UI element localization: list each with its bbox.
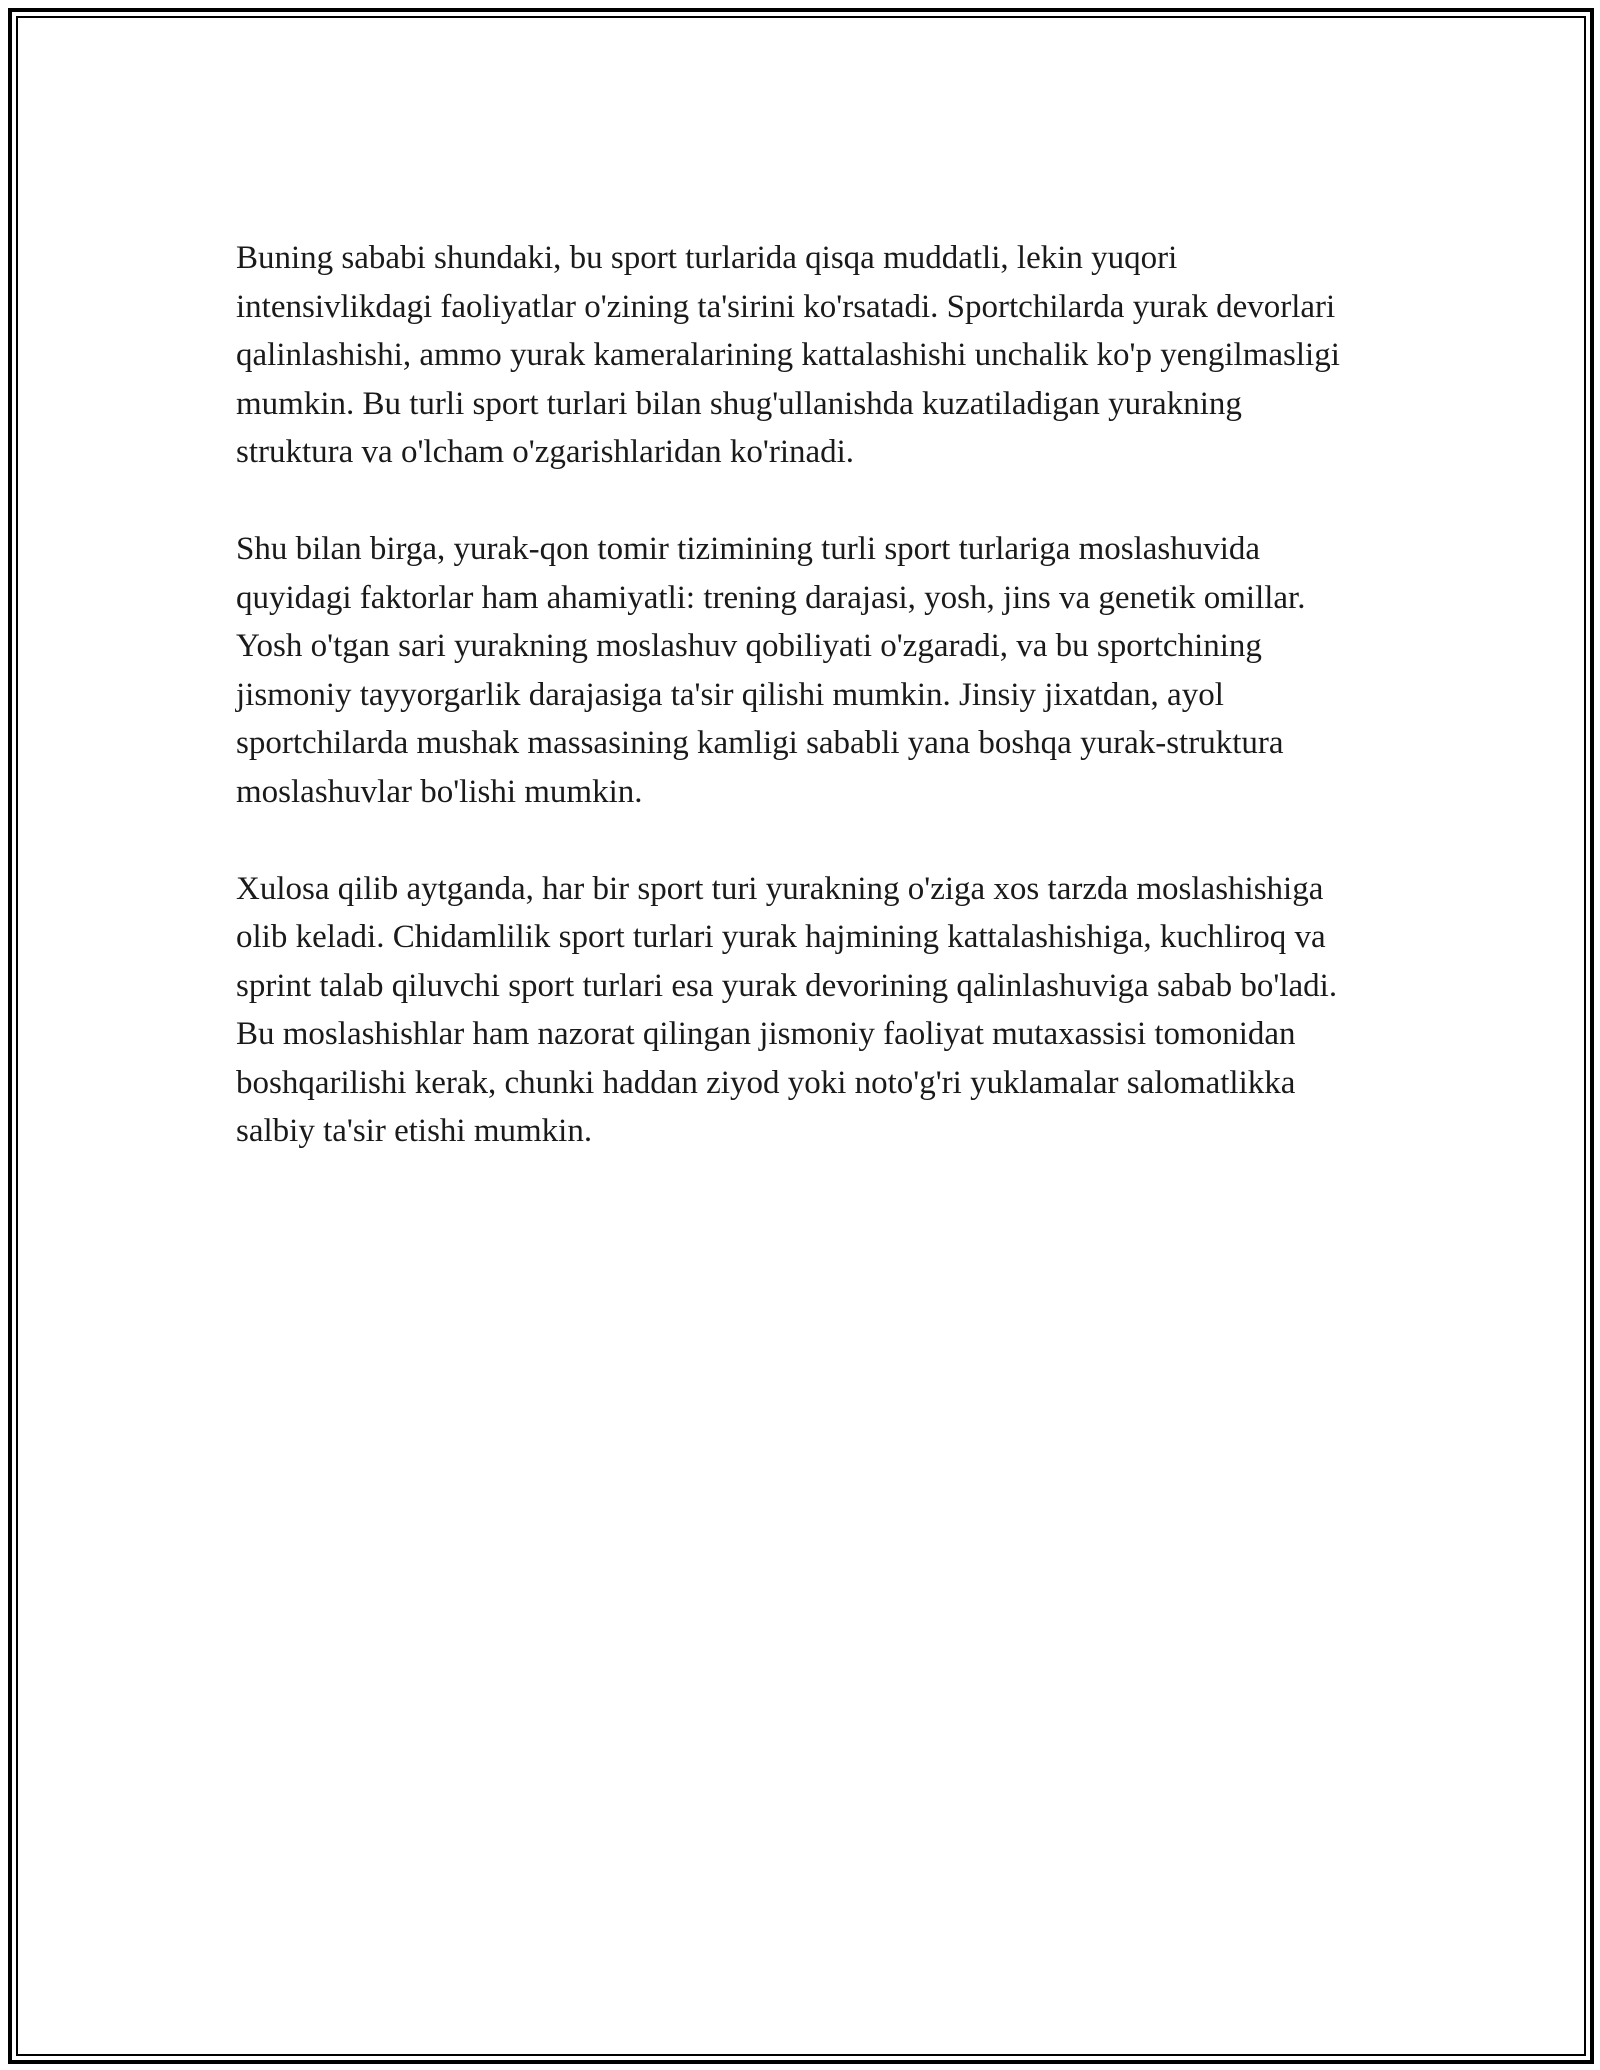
paragraph-1: Buning sababi shundaki, bu sport turlarida qisqa muddatli, lekin yuqori intensivlikdagi faoliyatlar o'zining ta'sirini ko'rsatadi. Sportchilarda yurak devorlari qalinlashishi, ammo yurak kameralarining kattalashishi unchalik ko'p yengilmasligi mumkin. Bu turli sport turlari bilan shug'ullanishda kuzatiladigan yurakning struktura va o'lcham o'zgarishlaridan ko'rinadi. — [236, 240, 1340, 470]
paragraph-3: Xulosa qilib aytganda, har bir sport turi yurakning o'ziga xos tarzda moslashishiga olib keladi. Chidamlilik sport turlari yurak hajmining kattalashishiga, kuchliroq va sprint talab qiluvchi sport turlari esa yurak devorining qalinlashuviga sabab bo'ladi. Bu moslashishlar ham nazorat qilingan jismoniy faoliyat mutaxassisi tomonidan boshqarilishi kerak, chunki haddan ziyod yoki noto'g'ri yuklamalar salomatlikka salbiy ta'sir etishi mumkin. — [236, 870, 1338, 1149]
document-body — [236, 234, 1366, 1204]
paragraph-2: Shu bilan birga, yurak-qon tomir tizimining turli sport turlariga moslashuvida quyidagi faktorlar ham ahamiyatli: trening darajasi, yosh, jins va genetik omillar. Yosh o'tgan sari yurakning moslashuv qobiliyati o'zgaradi, va bu sportchining jismoniy tayyorgarlik darajasiga ta'sir qilishi mumkin. Jinsiy jixatdan, ayol sportchilarda mushak massasining kamligi sababli yana boshqa yurak-struktura moslashuvlar bo'lishi mumkin. — [236, 531, 1306, 810]
